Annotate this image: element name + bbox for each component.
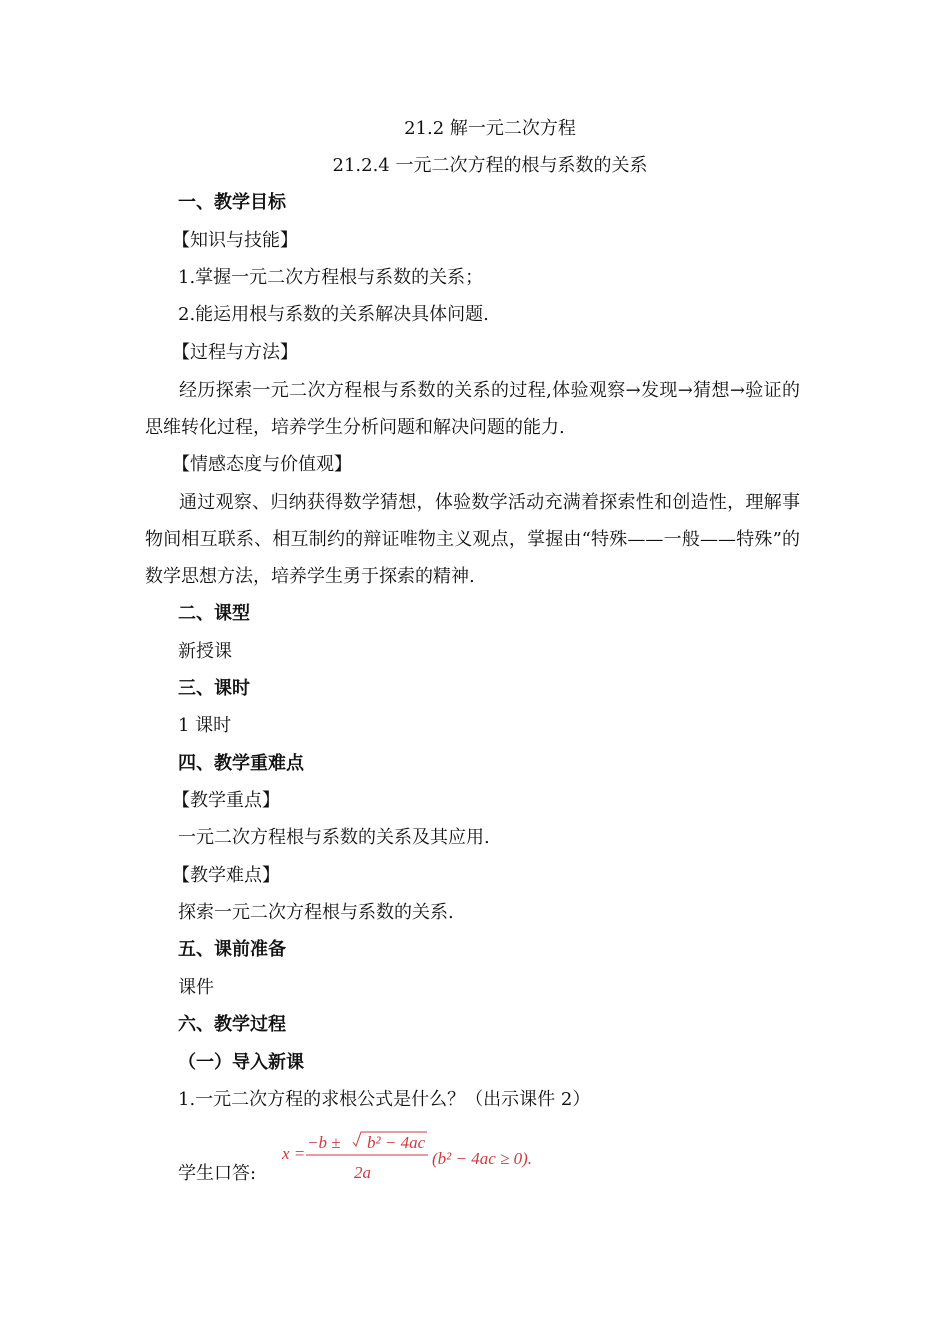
heading-teaching-goals: 一、教学目标 [178, 192, 286, 213]
difficult-point-text: 探索一元二次方程根与系数的关系. [178, 902, 454, 923]
key-point-text: 一元二次方程根与系数的关系及其应用. [178, 827, 490, 848]
heading-preparation: 五、课前准备 [178, 939, 286, 960]
question-1: 1.一元二次方程的求根公式是什么？（出示课件 2） [178, 1089, 591, 1110]
label-knowledge-skills: 【知识与技能】 [172, 230, 298, 251]
label-difficult-point: 【教学难点】 [172, 865, 280, 886]
quadratic-formula [282, 1124, 572, 1184]
heading-class-hours: 三、课时 [178, 678, 250, 699]
emotion-paragraph: 通过观察、归纳获得数学猜想，体验数学活动充满着探索性和创造性，理解事物间相互联系、相互制约的辩证唯物主义观点，掌握由“特殊——一般——特殊”的数学思想方法，培养学生勇于探索的精神. [145, 492, 800, 587]
knowledge-item-1: 1.掌握一元二次方程根与系数的关系； [178, 267, 484, 288]
formula-numerator-prefix: −b ± [307, 1133, 341, 1152]
class-hours-text: 1 课时 [178, 715, 232, 736]
formula-lhs: x = [282, 1144, 306, 1163]
lesson-type-text: 新授课 [178, 641, 232, 662]
preparation-text: 课件 [178, 977, 214, 998]
formula-radicand: b² − 4ac [367, 1133, 426, 1152]
section-title: 21.2 解一元二次方程 [404, 118, 576, 139]
process-paragraph: 经历探索一元二次方程根与系数的关系的过程,体验观察→发现→猜想→验证的思维转化过程，培养学生分析问题和解决问题的能力. [145, 380, 800, 438]
label-key-point: 【教学重点】 [172, 790, 280, 811]
formula-denominator: 2a [354, 1163, 371, 1182]
label-emotion-values: 【情感态度与价值观】 [172, 454, 352, 475]
knowledge-item-2: 2.能运用根与系数的关系解决具体问题. [178, 304, 489, 325]
heading-lesson-type: 二、课型 [178, 603, 250, 624]
subheading-intro: （一）导入新课 [178, 1052, 304, 1073]
lesson-title: 21.2.4 一元二次方程的根与系数的关系 [332, 155, 648, 176]
heading-key-difficult: 四、教学重难点 [178, 753, 304, 774]
heading-teaching-process: 六、教学过程 [178, 1014, 286, 1035]
formula-condition: (b² − 4ac ≥ 0). [432, 1149, 533, 1168]
student-answer-label: 学生口答: [178, 1163, 257, 1184]
label-process-method: 【过程与方法】 [172, 342, 298, 363]
